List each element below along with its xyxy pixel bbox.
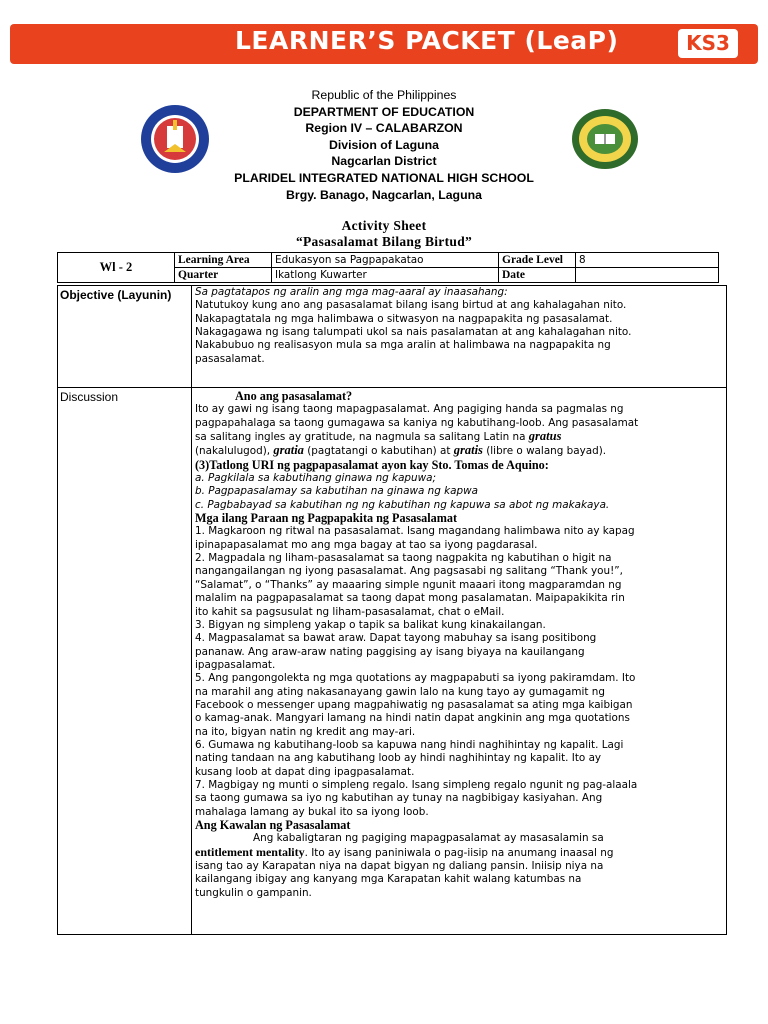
objective-item: Nakabubuo ng realisasyon mula sa mga aralin at halimbawa na nagpapakita ng bbox=[195, 339, 611, 352]
header-division: Division of Laguna bbox=[329, 137, 439, 152]
way-line: kusang loob at dapat ding ipagpasalamat. bbox=[195, 765, 415, 778]
discussion-row bbox=[58, 388, 726, 934]
way-line: 2. Magpadala ng liham-pasasalamat sa taong nagpakita ng kabutihan o higit na bbox=[195, 552, 612, 565]
week-label: Wl - 2 bbox=[58, 253, 175, 283]
objective-item: pasasalamat. bbox=[195, 352, 265, 365]
paragraph-line bbox=[195, 430, 723, 444]
objective-item: Natutukoy kung ano ang pasasalamat bilang isang birtud at ang kahalagahan nito. bbox=[195, 299, 627, 312]
text-span: (pagtatangi o kabutihan) at bbox=[303, 445, 454, 458]
heading-tatlong-uri: (3)Tatlong URI ng pagpapasalamat ayon kay Sto. Tomas de Aquino: bbox=[195, 458, 549, 472]
way-line: “Salamat”, o “Thanks” ay maaaring simple ngunit maaari itong magparamdan ng bbox=[195, 578, 622, 591]
objective-intro: Sa pagtatapos ng aralin ang mga mag-aaral ay inaasahang: bbox=[195, 286, 508, 298]
learning-area-label: Learning Area bbox=[175, 253, 272, 268]
paragraph-line: kailangang ibigay ang kanyang mga Karapatan kahit walang katumbas na bbox=[195, 873, 582, 886]
text-span: sa salitang ingles ay gratitude, na nagmula sa salitang Latin na bbox=[195, 431, 529, 444]
way-line: ito kahit sa pagsusulat ng liham-pasasalamat, chat o eMail. bbox=[195, 605, 505, 618]
term-gratia: gratia bbox=[273, 444, 304, 458]
activity-title: Activity Sheet bbox=[341, 218, 427, 233]
way-line: pananaw. Ang araw-araw nating paggising ay isang biyaya na kauilangang bbox=[195, 645, 585, 658]
quarter-label: Quarter bbox=[175, 268, 272, 283]
info-table bbox=[57, 252, 719, 283]
term-gratis: gratis bbox=[453, 444, 483, 458]
discussion-content bbox=[195, 390, 723, 900]
way-line: ipinapapasalamat mo ang mga bagay at tao sa iyong pagdarasal. bbox=[195, 538, 538, 551]
header-address: Brgy. Banago, Nagcarlan, Laguna bbox=[286, 187, 482, 202]
paragraph-line bbox=[195, 444, 723, 458]
way-line: na marahil ang ating nakasanayang gawin lalo na kung tayo ay gumagamit ng bbox=[195, 685, 605, 698]
objective-item: Nakapagtatala ng mga halimbawa o sitwasyon na nagpapakita ng pasasalamat. bbox=[195, 312, 613, 325]
quarter-value: Ikatlong Kuwarter bbox=[272, 268, 499, 283]
type-item: c. Pagbabayad sa kabutihan ng ng kabutihan ng kapuwa sa abot ng makakaya. bbox=[195, 498, 610, 511]
way-line: o kamag-anak. Mangyari lamang na hindi natin dapat angkinin ang mga quotations bbox=[195, 712, 630, 725]
way-line: mahalaga lamang ay bukal ito sa iyong loob. bbox=[195, 805, 429, 818]
header-department: DEPARTMENT OF EDUCATION bbox=[293, 104, 475, 119]
type-item: a. Pagkilala sa kabutihang ginawa ng kapuwa; bbox=[195, 472, 436, 485]
column-divider bbox=[191, 286, 192, 387]
column-divider bbox=[191, 388, 192, 934]
discussion-label: Discussion bbox=[60, 390, 119, 404]
paragraph-line: tungkulin o gampanin. bbox=[195, 886, 312, 899]
header-school-name: PLARIDEL INTEGRATED NATIONAL HIGH SCHOOL bbox=[234, 170, 534, 185]
way-line: 5. Ang pangongolekta ng mga quotations ay magpapabuti sa iyong pakiramdam. Ito bbox=[195, 672, 636, 685]
way-line: 4. Magpasalamat sa bawat araw. Dapat tayong mabuhay sa isang positibong bbox=[195, 632, 597, 645]
heading-ano-ang-pasasalamat: Ano ang pasasalamat? bbox=[235, 390, 353, 403]
date-label: Date bbox=[499, 268, 576, 283]
objective-row bbox=[58, 286, 726, 388]
header-region: Region IV – CALABARZON bbox=[305, 121, 463, 136]
text-span: . Ito ay isang paniniwala o pag-iisip na anumang inaasal ng bbox=[304, 846, 614, 859]
type-item: b. Pagpapasalamay sa kabutihan na ginawa ng kapwa bbox=[195, 485, 478, 498]
text-span: (libre o walang bayad). bbox=[482, 445, 607, 458]
objective-content bbox=[195, 286, 723, 366]
grade-level-label: Grade Level bbox=[499, 253, 576, 268]
way-line: ipagpasalamat. bbox=[195, 658, 276, 671]
way-line: malalim na pagpapasalamat sa taong dapat mong pasalamatan. Maipapakikita rin bbox=[195, 592, 625, 605]
activity-title-block bbox=[200, 218, 568, 249]
ks3-badge: KS3 bbox=[678, 29, 738, 58]
heading-mga-paraan: Mga ilang Paraan ng Pagpapakita ng Pasasalamat bbox=[195, 512, 458, 526]
learners-packet-banner bbox=[10, 24, 758, 64]
way-line: nangangailangan ng iyong pasasalamat. Ang pagsasabi ng salitang “Thank you!”, bbox=[195, 565, 623, 578]
way-line: na ito, bigyan natin ng kredit ang may-ari. bbox=[195, 725, 416, 738]
text-span: (nakalulugod), bbox=[195, 445, 274, 458]
date-field[interactable] bbox=[576, 268, 719, 283]
way-line: 1. Magkaroon ng ritwal na pasasalamat. Isang magandang halimbawa nito ay kapag bbox=[195, 525, 635, 538]
header-republic: Republic of the Philippines bbox=[311, 88, 457, 102]
paragraph-line: Ang kabaligtaran ng pagiging mapagpasalamat ay masasalamin sa bbox=[253, 832, 604, 845]
term-entitlement-mentality: entitlement mentality bbox=[195, 845, 305, 859]
grade-level-value: 8 bbox=[576, 253, 719, 268]
way-line: 3. Bigyan ng simpleng yakap o tapik sa balikat kung kinakailangan. bbox=[195, 618, 546, 631]
paragraph-line: isang tao ay Karapatan niya na dapat bigyan ng daliang pansin. Iniisip niya na bbox=[195, 860, 604, 873]
school-header bbox=[200, 87, 568, 203]
content-table bbox=[57, 285, 727, 935]
way-line: Facebook o messenger upang magpahiwatig ng pasasalamat sa ating mga kaibigan bbox=[195, 698, 633, 711]
school-seal-icon bbox=[571, 108, 639, 170]
way-line: nating tandaan na ang kabutihang loob ay hindi naghihintay ng kapalit. Ito ay bbox=[195, 752, 602, 765]
objective-item: Nakagagawa ng isang talumpati ukol sa nais pasalamatan at ang kahalagahan nito. bbox=[195, 326, 632, 339]
way-line: 6. Gumawa ng kabutihang-loob sa kapuwa nang hindi naghihintay ng kapalit. Lagi bbox=[195, 738, 624, 751]
objective-label: Objective (Layunin) bbox=[60, 288, 172, 302]
header-district: Nagcarlan District bbox=[331, 154, 437, 169]
paragraph-line bbox=[195, 846, 723, 860]
way-line: sa taong gumawa sa iyo ng kabutihan ay tunay na nagbibigay kasiyahan. Ang bbox=[195, 792, 603, 805]
heading-kawalan: Ang Kawalan ng Pasasalamat bbox=[195, 819, 351, 832]
banner-title: LEARNER’S PACKET (LeaP) bbox=[235, 26, 619, 55]
way-line: 7. Magbigay ng munti o simpleng regalo. Isang simpleng regalo ngunit ng pag-alaala bbox=[195, 778, 638, 791]
learning-area-value: Edukasyon sa Pagpapakatao bbox=[272, 253, 499, 268]
paragraph-line: pagpapahalaga sa taong gumagawa sa kaniya ng kabutihang-loob. Ang pasasalamat bbox=[195, 416, 639, 429]
paragraph-line: Ito ay gawi ng isang taong mapagpasalamat. Ang pagiging handa sa pagmalas ng bbox=[195, 403, 624, 416]
term-gratus: gratus bbox=[528, 430, 562, 444]
activity-subtitle: “Pasasalamat Bilang Birtud” bbox=[295, 233, 473, 249]
